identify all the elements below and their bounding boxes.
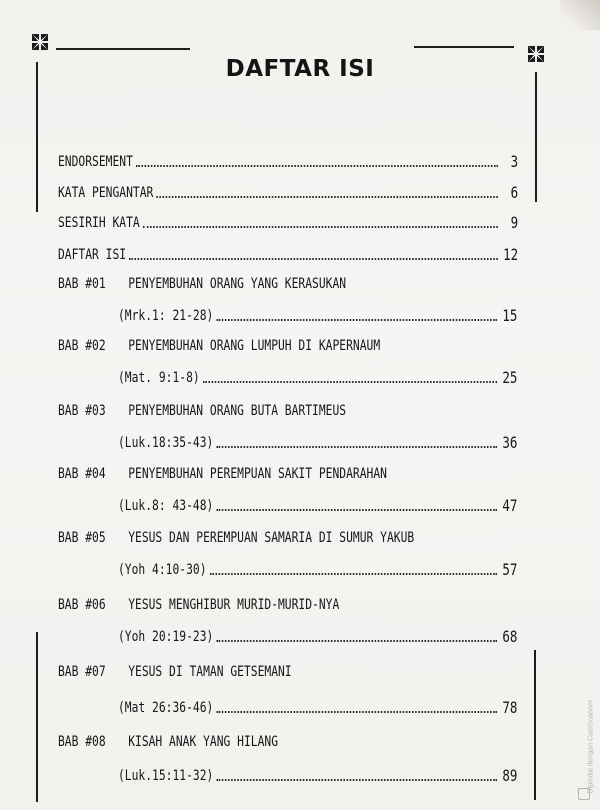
- toc-entry-daftar-isi: [58, 245, 518, 265]
- dot-leader: [203, 380, 497, 383]
- chapter-title: KISAH ANAK YANG HILANG: [128, 734, 279, 750]
- camscanner-icon: [578, 788, 590, 800]
- toc-entry-sesirih-kata: [58, 213, 518, 233]
- dot-leader: [216, 639, 497, 642]
- dot-leader: [143, 225, 498, 228]
- dot-leader: [210, 572, 497, 575]
- page-number: 47: [502, 496, 518, 515]
- page-number: 78: [502, 698, 518, 717]
- dot-leader: [129, 257, 498, 260]
- frame-top-right-rule: [414, 46, 514, 48]
- scripture-reference: (Luk.15:11-32): [118, 768, 214, 784]
- chapter-number: BAB #06: [58, 597, 106, 613]
- chapter-title: YESUS DAN PEREMPUAN SAMARIA DI SUMUR YAKUB: [128, 530, 415, 546]
- page-corner-shadow: [560, 0, 600, 30]
- page-number: 68: [502, 627, 518, 646]
- dot-leader: [136, 164, 498, 167]
- toc-chapter-04: [58, 462, 518, 516]
- toc-chapter-06: [58, 593, 518, 647]
- chapter-number: BAB #07: [58, 664, 106, 680]
- toc-chapter-02: [58, 334, 518, 388]
- chapter-title: PENYEMBUHAN ORANG YANG KERASUKAN: [128, 276, 347, 292]
- scripture-reference: (Mat. 9:1-8): [118, 370, 200, 386]
- frame-left-lower-rule: [36, 632, 38, 802]
- frame-top-left-rule: [56, 48, 190, 50]
- toc-chapter-07: [58, 660, 518, 718]
- chapter-title: PENYEMBUHAN ORANG BUTA BARTIMEUS: [128, 403, 347, 419]
- chapter-number: BAB #05: [58, 530, 106, 546]
- chapter-title: YESUS DI TAMAN GETSEMANI: [128, 664, 292, 680]
- page-number: 9: [510, 213, 519, 232]
- toc-chapter-05: [58, 526, 518, 580]
- page-number: 36: [502, 433, 518, 452]
- dot-leader: [216, 318, 497, 321]
- page-number: 25: [502, 368, 518, 387]
- chapter-title: PENYEMBUHAN PEREMPUAN SAKIT PENDARAHAN: [128, 466, 387, 482]
- dot-leader: [216, 778, 497, 781]
- toc-entry-label: SESIRIH KATA: [58, 215, 140, 231]
- page-number: 3: [510, 152, 519, 171]
- dot-leader: [216, 508, 497, 511]
- scripture-reference: (Luk.18:35-43): [118, 435, 214, 451]
- chapter-number: BAB #03: [58, 403, 106, 419]
- toc-chapter-08: [58, 730, 518, 786]
- page-number: 6: [510, 183, 519, 202]
- scripture-reference: (Mat 26:36-46): [118, 700, 214, 716]
- toc-chapter-03: [58, 399, 518, 453]
- chapter-number: BAB #04: [58, 466, 106, 482]
- scripture-reference: (Mrk.1: 21-28): [118, 308, 214, 324]
- toc-entry-kata-pengantar: [58, 183, 518, 203]
- dot-leader: [156, 195, 497, 198]
- chapter-number: BAB #02: [58, 338, 106, 354]
- page-number: 12: [503, 245, 519, 264]
- page-number: 89: [502, 766, 518, 785]
- page-number: 15: [502, 306, 518, 325]
- toc-entry-label: KATA PENGANTAR: [58, 185, 154, 201]
- toc-entry-endorsement: [58, 152, 518, 172]
- frame-right-upper-rule: [535, 72, 537, 202]
- page-title: DAFTAR ISI: [225, 56, 375, 82]
- toc-entry-label: ENDORSEMENT: [58, 154, 133, 170]
- chapter-number: BAB #08: [58, 734, 106, 750]
- chapter-number: BAB #01: [58, 276, 106, 292]
- scripture-reference: (Luk.8: 43-48): [118, 498, 214, 514]
- dot-leader: [216, 710, 497, 713]
- toc-chapter-01: [58, 272, 518, 326]
- chapter-title: PENYEMBUHAN ORANG LUMPUH DI KAPERNAUM: [128, 338, 381, 354]
- toc-entry-label: DAFTAR ISI: [58, 247, 127, 263]
- page-number: 57: [502, 560, 518, 579]
- scanner-watermark: [576, 660, 595, 800]
- dot-leader: [216, 445, 497, 448]
- scripture-reference: (Yoh 20:19-23): [118, 629, 214, 645]
- cross-ornament-left-icon: [30, 32, 50, 52]
- frame-left-upper-rule: [36, 62, 38, 212]
- scripture-reference: (Yoh 4:10-30): [118, 562, 207, 578]
- chapter-title: YESUS MENGHIBUR MURID-MURID-NYA: [128, 597, 340, 613]
- watermark-text: Dipindai dengan CamScanner: [587, 700, 595, 794]
